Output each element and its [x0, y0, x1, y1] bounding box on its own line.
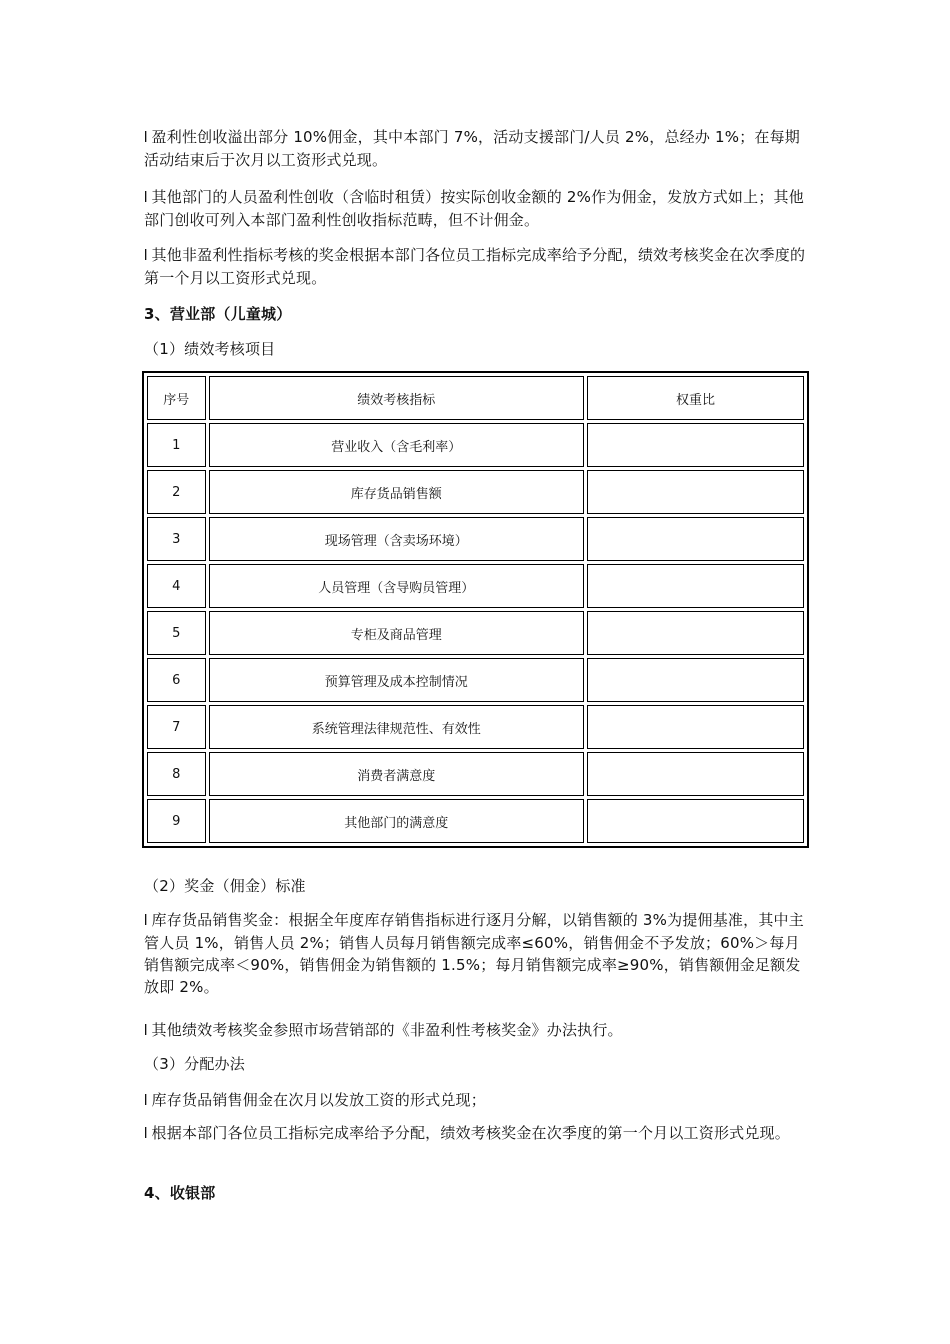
kpi-table — [142, 371, 809, 848]
row-indicator: 营业收入（含毛利率） — [209, 423, 584, 467]
paragraph-distribution-2 — [144, 1122, 809, 1145]
table-row — [147, 470, 804, 514]
paragraph-text: 盈利性创收溢出部分 10%佣金，其中本部门 7%，活动支援部门/人员 2%，总经办 1%；在每期活动结束后于次月以工资形式兑现。 — [144, 128, 801, 169]
row-weight — [587, 517, 804, 561]
paragraph-text: 其他绩效考核奖金参照市场营销部的《非盈利性考核奖金》办法执行。 — [151, 1021, 623, 1039]
table-row — [147, 611, 804, 655]
row-indicator: 其他部门的满意度 — [209, 799, 584, 843]
row-no: 4 — [147, 564, 206, 608]
subheading-distribution: （3）分配办法 — [144, 1055, 245, 1073]
row-weight — [587, 564, 804, 608]
row-no: 3 — [147, 517, 206, 561]
subheading-bonus-standard: （2）奖金（佣金）标准 — [144, 877, 306, 895]
header-cell-indicator: 绩效考核指标 — [209, 376, 584, 420]
row-weight — [587, 423, 804, 467]
row-indicator: 人员管理（含导购员管理） — [209, 564, 584, 608]
section-heading-4: 4、收银部 — [144, 1184, 216, 1202]
row-no: 7 — [147, 705, 206, 749]
row-no: 1 — [147, 423, 206, 467]
bullet-marker: l — [144, 912, 148, 929]
table-row — [147, 423, 804, 467]
row-weight — [587, 658, 804, 702]
table-row — [147, 517, 804, 561]
paragraph-other-dept-commission — [144, 186, 809, 231]
bullet-marker: l — [144, 189, 148, 206]
row-no: 5 — [147, 611, 206, 655]
paragraph-commission — [144, 126, 809, 171]
bullet-marker: l — [144, 1125, 148, 1142]
row-no: 9 — [147, 799, 206, 843]
paragraph-text: 其他部门的人员盈利性创收（含临时租赁）按实际创收金额的 2%作为佣金，发放方式如上；其他部门创收可列入本部门盈利性创收指标范畴，但不计佣金。 — [144, 188, 804, 229]
row-indicator: 系统管理法律规范性、有效性 — [209, 705, 584, 749]
paragraph-non-profit-bonus — [144, 244, 809, 289]
paragraph-text: 根据本部门各位员工指标完成率给予分配，绩效考核奖金在次季度的第一个月以工资形式兑现。 — [151, 1124, 790, 1142]
row-weight — [587, 752, 804, 796]
paragraph-text: 其他非盈利性指标考核的奖金根据本部门各位员工指标完成率给予分配，绩效考核奖金在次季度的第一个月以工资形式兑现。 — [144, 246, 806, 287]
row-no: 2 — [147, 470, 206, 514]
row-weight — [587, 799, 804, 843]
table-row — [147, 658, 804, 702]
subheading-kpi-items: （1）绩效考核项目 — [144, 340, 276, 358]
bullet-marker: l — [144, 129, 148, 146]
header-cell-weight: 权重比 — [587, 376, 804, 420]
paragraph-distribution-1 — [144, 1089, 809, 1112]
row-no: 6 — [147, 658, 206, 702]
table-row — [147, 799, 804, 843]
row-weight — [587, 705, 804, 749]
section-heading-3: 3、营业部（儿童城） — [144, 305, 292, 323]
table-row — [147, 564, 804, 608]
table-row — [147, 705, 804, 749]
bullet-marker: l — [144, 247, 148, 264]
row-indicator: 库存货品销售额 — [209, 470, 584, 514]
table-row — [147, 752, 804, 796]
paragraph-text: 库存货品销售奖金：根据全年度库存销售指标进行逐月分解，以销售额的 3%为提佣基准，其中主管人员 1%，销售人员 2%；销售人员每月销售额完成率≤60%，销售佣金不予发放；60%＞每月销售额完成率＜90%，销售佣金为销售额的 1.5%；每月销售额完成率≥90%，销售额佣金足额发放即 2%。 — [144, 911, 804, 996]
row-indicator: 现场管理（含卖场环境） — [209, 517, 584, 561]
row-indicator: 专柜及商品管理 — [209, 611, 584, 655]
row-weight — [587, 470, 804, 514]
paragraph-inventory-bonus — [144, 909, 809, 998]
row-indicator: 消费者满意度 — [209, 752, 584, 796]
row-indicator: 预算管理及成本控制情况 — [209, 658, 584, 702]
paragraph-text: 库存货品销售佣金在次月以发放工资的形式兑现； — [151, 1091, 486, 1109]
header-cell-no: 序号 — [147, 376, 206, 420]
bullet-marker: l — [144, 1022, 148, 1039]
table-header-row — [147, 376, 804, 420]
bullet-marker: l — [144, 1092, 148, 1109]
row-no: 8 — [147, 752, 206, 796]
row-weight — [587, 611, 804, 655]
paragraph-other-bonus — [144, 1019, 809, 1042]
